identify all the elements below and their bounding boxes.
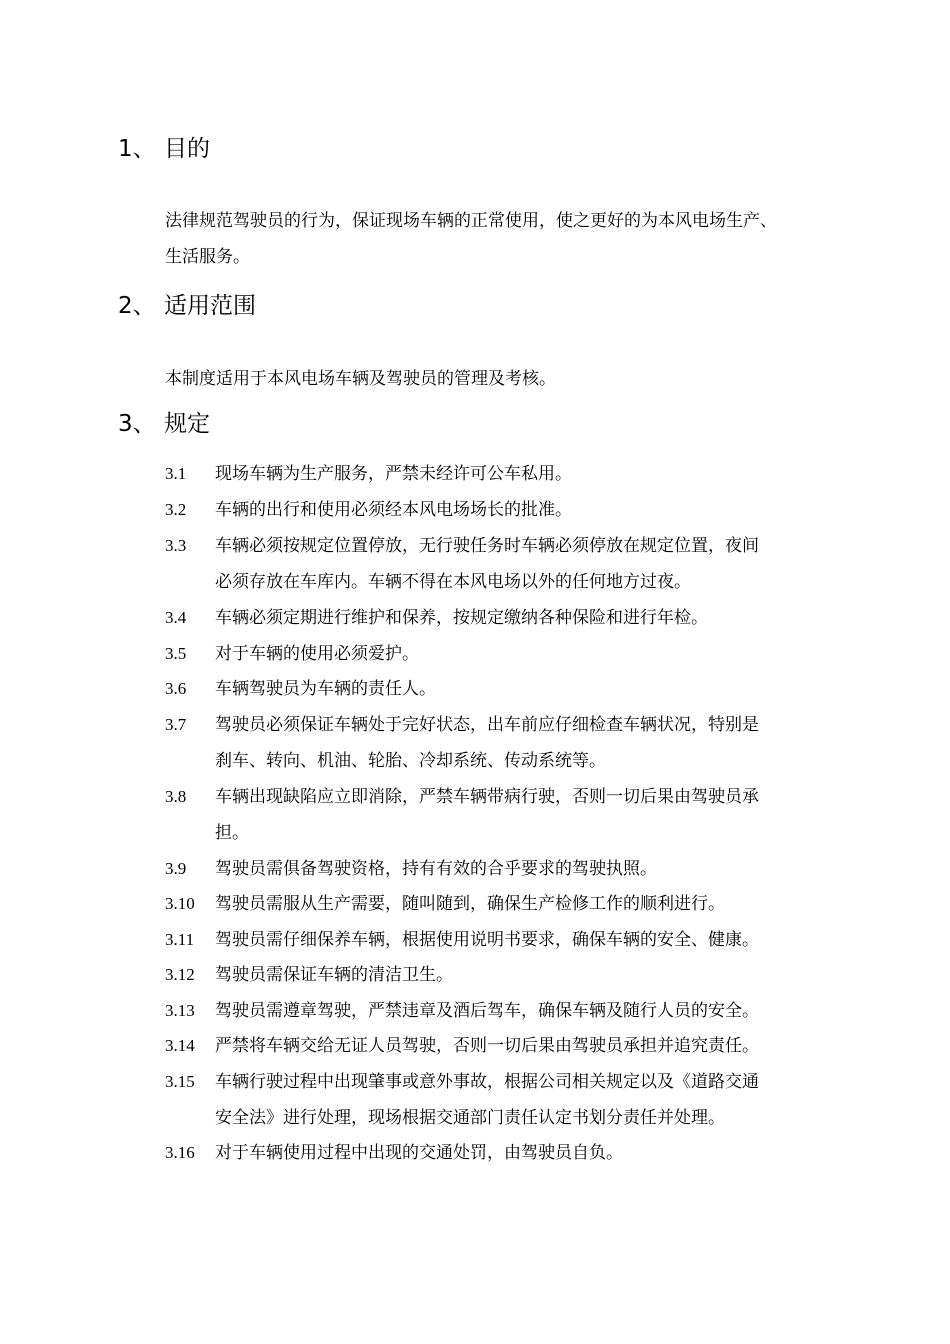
rule-number: 3.3 [165, 536, 187, 555]
rule-number: 3.14 [165, 1036, 195, 1055]
section-number: 3、 [118, 411, 156, 437]
section-title: 目的 [164, 136, 210, 162]
rule-number: 3.6 [165, 679, 187, 698]
rule-text: 严禁将车辆交给无证人员驾驶，否则一切后果由驾驶员承担并追究责任。 [215, 1036, 759, 1056]
purpose-paragraph [165, 203, 865, 275]
rule-number: 3.11 [165, 930, 195, 949]
rule-item [165, 600, 855, 636]
rule-text: 驾驶员需俱备驾驶资格，持有有效的合乎要求的驾驶执照。 [215, 859, 657, 879]
rule-number: 3.13 [165, 1001, 195, 1020]
rule-text: 驾驶员需仔细保养车辆，根据使用说明书要求，确保车辆的安全、健康。 [215, 930, 759, 950]
rule-number: 3.4 [165, 608, 187, 627]
rule-text: 驾驶员需服从生产需要，随叫随到，确保生产检修工作的顺利进行。 [215, 894, 725, 914]
section-number: 1、 [118, 136, 156, 162]
section-heading-rules [118, 409, 210, 439]
section-number: 2、 [118, 293, 156, 319]
rule-number: 3.2 [165, 500, 187, 519]
rule-text-continued: 必须存放在车库内。车辆不得在本风电场以外的任何地方过夜。 [215, 572, 691, 592]
rule-text-continued: 安全法》进行处理，现场根据交通部门责任认定书划分责任并处理。 [215, 1108, 725, 1128]
rule-item [165, 456, 855, 492]
rule-text: 对于车辆使用过程中出现的交通处罚，由驾驶员自负。 [215, 1143, 623, 1163]
section-title: 适用范围 [164, 293, 256, 319]
rule-text-continued: 刹车、转向、机油、轮胎、冷却系统、传动系统等。 [215, 751, 606, 771]
rule-text: 驾驶员必须保证车辆处于完好状态，出车前应仔细检查车辆状况，特别是 [215, 715, 759, 735]
rule-number: 3.5 [165, 644, 187, 663]
rule-number: 3.12 [165, 965, 195, 984]
rule-text: 车辆出现缺陷应立即消除，严禁车辆带病行驶，否则一切后果由驾驶员承 [215, 787, 759, 807]
scope-paragraph [165, 361, 865, 397]
rule-text: 车辆必须定期进行维护和保养，按规定缴纳各种保险和进行年检。 [215, 608, 708, 628]
rule-text: 车辆的出行和使用必须经本风电场场长的批准。 [215, 500, 572, 520]
paragraph-line: 本制度适用于本风电场车辆及驾驶员的管理及考核。 [165, 369, 556, 389]
rule-item [165, 957, 855, 993]
rule-number: 3.9 [165, 859, 187, 878]
rule-text: 车辆必须按规定位置停放，无行驶任务时车辆必须停放在规定位置，夜间 [215, 536, 759, 556]
rule-item [165, 1135, 855, 1171]
rule-text-continued: 担。 [215, 823, 249, 843]
rule-number: 3.15 [165, 1072, 195, 1091]
rule-text: 车辆驾驶员为车辆的责任人。 [215, 679, 436, 699]
rule-item [165, 922, 855, 958]
rule-item [165, 492, 855, 528]
rule-item [165, 636, 855, 672]
rule-number: 3.10 [165, 894, 195, 913]
rule-item [165, 707, 855, 779]
rule-item [165, 1064, 855, 1136]
rule-item [165, 671, 855, 707]
rule-text: 驾驶员需遵章驾驶，严禁违章及酒后驾车，确保车辆及随行人员的安全。 [215, 1001, 759, 1021]
rule-item [165, 1028, 855, 1064]
section-heading-scope [118, 291, 256, 321]
rule-item [165, 528, 855, 600]
rule-item [165, 886, 855, 922]
rule-text: 车辆行驶过程中出现肇事或意外事故，根据公司相关规定以及《道路交通 [215, 1072, 759, 1092]
rule-text: 对于车辆的使用必须爱护。 [215, 644, 419, 664]
rule-number: 3.16 [165, 1143, 195, 1162]
rule-number: 3.8 [165, 787, 187, 806]
section-title: 规定 [164, 411, 210, 437]
rule-item [165, 779, 855, 851]
rule-item [165, 993, 855, 1029]
paragraph-line: 法律规范驾驶员的行为，保证现场车辆的正常使用，使之更好的为本风电场生产、 [165, 211, 777, 231]
rule-number: 3.7 [165, 715, 187, 734]
rule-number: 3.1 [165, 464, 187, 483]
rule-item [165, 851, 855, 887]
rule-text: 现场车辆为生产服务，严禁未经许可公车私用。 [215, 464, 572, 484]
paragraph-line: 生活服务。 [165, 247, 250, 267]
rule-text: 驾驶员需保证车辆的清洁卫生。 [215, 965, 453, 985]
section-heading-purpose [118, 134, 210, 164]
